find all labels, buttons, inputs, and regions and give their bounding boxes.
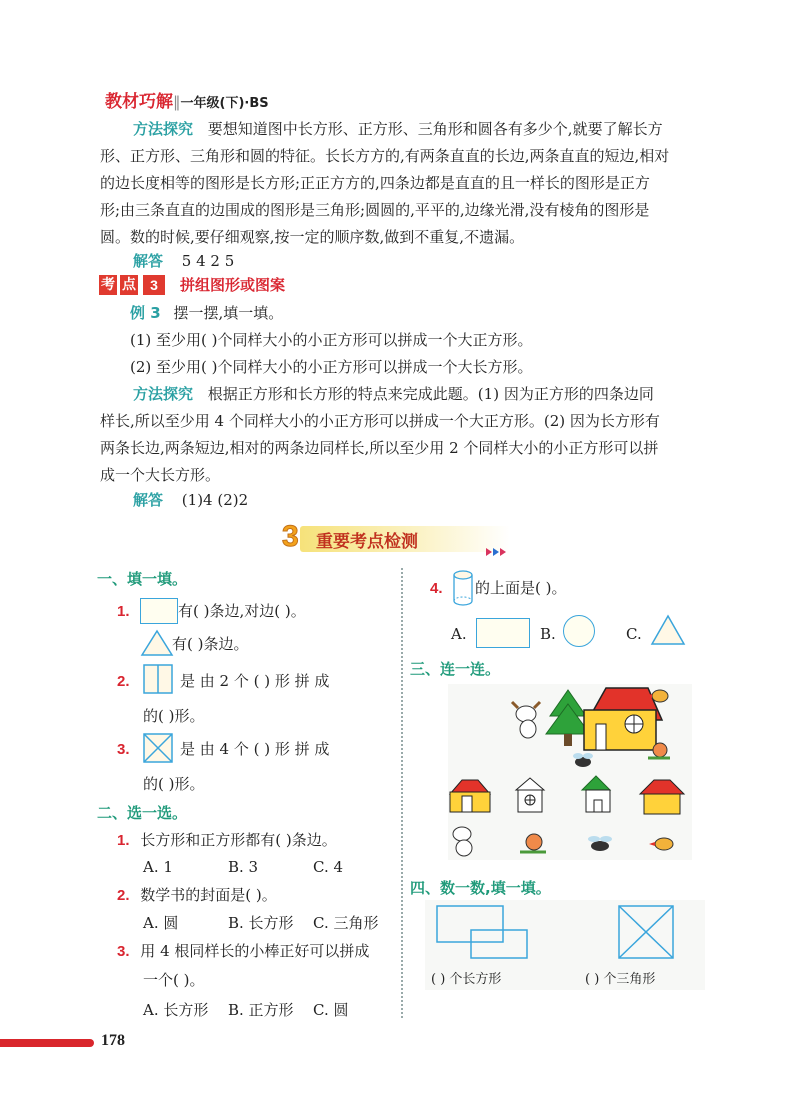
q3-number: 3.	[117, 741, 130, 758]
header-separator: ‖	[173, 93, 181, 111]
q1-number: 1.	[117, 603, 130, 620]
kaodian-k2: 点	[122, 277, 136, 293]
sec1-q2a: 是 由 2 个 ( ) 形 拼 成	[180, 672, 330, 690]
banner-title: 重要考点检测	[316, 532, 418, 552]
method1-line-4: 形;由三条直直的边围成的图形是三角形;圆圆的,平平的,边缘光滑,没有棱角的图形是	[100, 201, 650, 219]
method2-line-2: 样长,所以至少用 4 个同样大小的小正方形可以拼成一个大正方形。(2) 因为长方形有	[100, 412, 660, 430]
answer1-label: 解答	[133, 252, 164, 270]
bird-icon-bottom	[649, 838, 673, 850]
sec2-title: 二、选一选。	[97, 804, 188, 822]
q4-opt-c: C.	[626, 625, 642, 643]
sec2-q3-opt-b: B. 正方形	[228, 1001, 294, 1019]
section-banner	[280, 520, 520, 558]
sec1-q1-num	[117, 601, 130, 622]
grade-label: 一年级(下)·BS	[180, 96, 269, 111]
bee-icon	[573, 753, 593, 767]
kaodian-number: 3	[141, 275, 165, 295]
example3-label: 例 3	[130, 304, 161, 322]
house-shape-1	[450, 780, 490, 812]
q4-circle-option	[563, 615, 595, 647]
sec2-q3-text: 用 4 根同样长的小棒正好可以拼成	[140, 942, 370, 960]
sec2-q1-opt-a: A. 1	[143, 858, 173, 876]
sec2-q3b: 一个( )。	[143, 971, 205, 989]
matching-picture	[448, 684, 692, 860]
method2-text: 根据正方形和长方形的特点来完成此题。(1) 因为正方形的四条边同	[207, 385, 654, 403]
example3-header	[130, 303, 283, 323]
sec3-title: 三、连一连。	[410, 660, 501, 678]
q4-number-text: 4.	[430, 580, 443, 597]
dog-icon	[512, 702, 540, 738]
sec1-q2-num	[117, 671, 130, 692]
method2-label: 方法探究	[133, 385, 194, 403]
answer2-label: 解答	[133, 491, 164, 509]
sec2-q2-opt-a: A. 圆	[143, 914, 179, 932]
sec2-q2	[117, 885, 277, 906]
answer1	[133, 251, 234, 271]
dog-icon-bottom	[453, 827, 472, 856]
q4-triangle-option	[650, 614, 686, 646]
method1-label: 方法探究	[133, 120, 194, 138]
sec1-q1b: 有( )条边。	[172, 635, 249, 653]
brand-title: 教材巧解	[105, 92, 173, 112]
sec2-q2-text: 数学书的封面是( )。	[140, 886, 277, 904]
house-shape-3	[582, 776, 610, 812]
kaodian-title: 拼组图形或图案	[180, 276, 286, 294]
sec4-caption-1: ( ) 个长方形	[431, 972, 502, 987]
sec2-q2-opt-b: B. 长方形	[228, 914, 294, 932]
house-shape-4	[640, 780, 684, 814]
q2-number: 2.	[117, 887, 130, 904]
q2-number: 2.	[117, 673, 130, 690]
count-figures	[425, 900, 705, 990]
sec2-q3	[117, 941, 369, 962]
triangle-shape	[140, 629, 174, 657]
sec2-q1-opt-b: B. 3	[228, 858, 259, 876]
sec2-q1-opt-c: C. 4	[313, 858, 344, 876]
q3-number: 3.	[117, 943, 130, 960]
cylinder-icon	[452, 569, 474, 607]
column-divider	[401, 568, 403, 1018]
sec1-q3-num	[117, 739, 130, 760]
method2-line-4: 成一个大长方形。	[100, 466, 221, 484]
q1-number: 1.	[117, 832, 130, 849]
bee-icon-bottom	[588, 836, 612, 851]
kaodian-k1: 考	[101, 277, 115, 293]
sec2-q1	[117, 830, 337, 851]
sec1-q3a: 是 由 4 个 ( ) 形 拼 成	[180, 740, 330, 758]
example3-q1: (1) 至少用( )个同样大小的小正方形可以拼成一个大正方形。	[130, 331, 533, 349]
q4-number	[430, 578, 443, 599]
snail-icon-bottom	[520, 834, 546, 852]
example3-prompt: 摆一摆,填一填。	[173, 304, 284, 322]
method1-line-3: 的边长度相等的图形是长方形;正正方方的,四条边都是直直的且一样长的图形是正方	[100, 174, 650, 192]
q4-text: 的上面是( )。	[475, 579, 567, 597]
sec2-q3-opt-a: A. 长方形	[143, 1001, 209, 1019]
method2-line-3: 两条长边,两条短边,相对的两条边同样长,所以至少用 2 个同样大小的小正方形可以拼	[100, 439, 659, 457]
page-number: 178	[101, 1032, 125, 1049]
q4-opt-b: B.	[540, 625, 556, 643]
footer-red-bar	[0, 1039, 94, 1047]
sec1-title: 一、填一填。	[97, 570, 188, 588]
sec2-q1-text: 长方形和正方形都有( )条边。	[140, 831, 337, 849]
method1-line-2: 形、正方形、三角形和圆的特征。长长方方的,有两条直直的长边,两条直直的短边,相对	[100, 147, 670, 165]
house-shape-2	[516, 778, 544, 812]
sec1-q2b: 的( )形。	[143, 707, 205, 725]
sec4-caption-2: ( ) 个三角形	[585, 972, 656, 987]
sec4-title: 四、数一数,填一填。	[410, 879, 551, 897]
banner-number: 3	[282, 520, 299, 553]
answer2-values: (1)4 (2)2	[181, 491, 249, 509]
sec2-q3-opt-c: C. 圆	[313, 1001, 349, 1019]
method1-line-5: 圆。数的时候,要仔细观察,按一定的顺序数,做到不重复,不遗漏。	[100, 228, 525, 246]
method1-text: 要想知道图中长方形、正方形、三角形和圆各有多少个,就要了解长方	[207, 120, 663, 138]
answer1-values: 5 4 2 5	[181, 252, 235, 270]
sec1-q1a: 有( )条边,对边( )。	[178, 602, 306, 620]
answer2	[133, 490, 248, 510]
method2-line-1	[133, 384, 654, 404]
q4-rectangle-option	[476, 618, 530, 648]
method1-line-1	[133, 119, 663, 139]
example3-q2: (2) 至少用( )个同样大小的小正方形可以拼成一个大长方形。	[130, 358, 533, 376]
split-square-shape	[143, 664, 173, 694]
sec2-q2-opt-c: C. 三角形	[313, 914, 379, 932]
rectangle-shape	[140, 598, 178, 624]
matching-illustration	[448, 684, 692, 860]
sec1-q3b: 的( )形。	[143, 775, 205, 793]
page-header	[105, 92, 269, 114]
crossed-square-shape	[143, 733, 173, 763]
q4-opt-a: A.	[451, 625, 467, 643]
